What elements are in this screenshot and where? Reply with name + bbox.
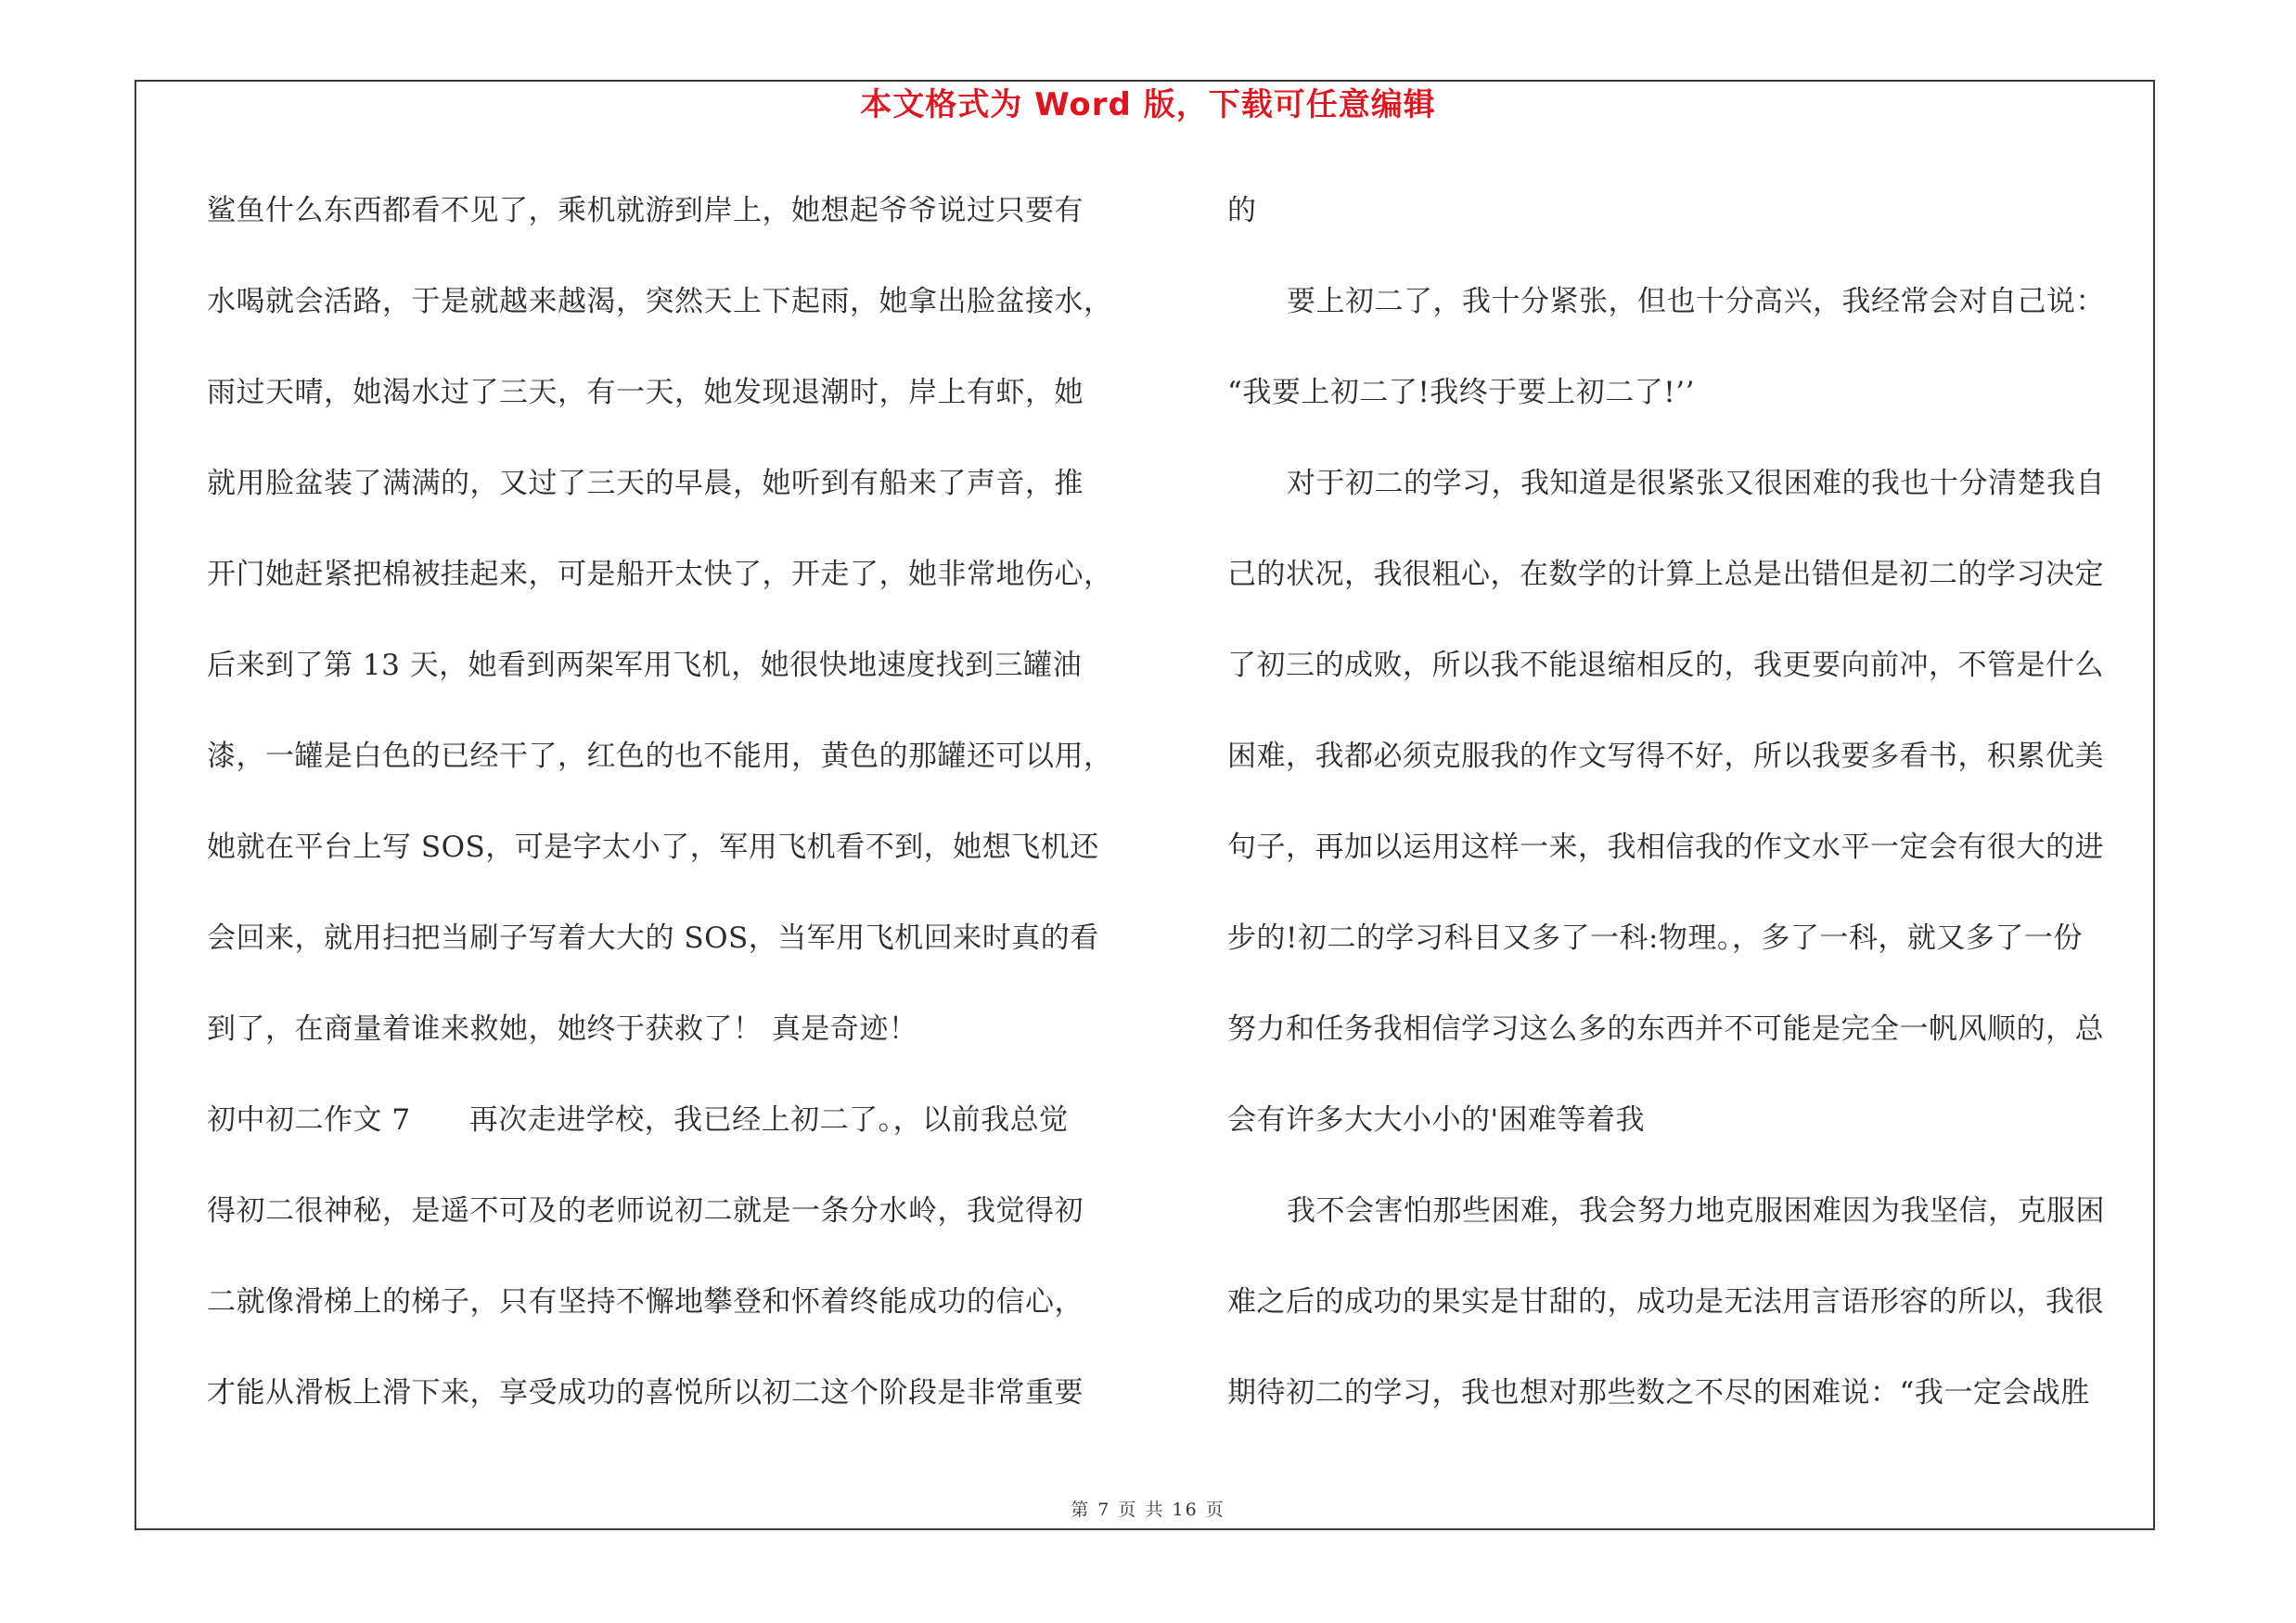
- text-line: 后来到了第 13 天，她看到两架军用飞机，她很快地速度找到三罐油: [207, 649, 1083, 682]
- text-line: 己的状况，我很粗心，在数学的计算上总是出错但是初二的学习决定: [1227, 558, 2104, 591]
- text-line: 水喝就会活路，于是就越来越渴，突然天上下起雨，她拿出脸盆接水，: [207, 285, 1113, 318]
- text-line: 期待初二的学习，我也想对那些数之不尽的困难说：“我一定会战胜: [1227, 1376, 2090, 1410]
- text-line: 得初二很神秘，是遥不可及的老师说初二就是一条分水岭，我觉得初: [207, 1194, 1084, 1228]
- text-line: 雨过天晴，她渴水过了三天，有一天，她发现退潮时，岸上有虾，她: [207, 376, 1084, 409]
- text-line: 难之后的成功的果实是甘甜的，成功是无法用言语形容的所以，我很: [1227, 1285, 2104, 1319]
- paragraph-start-line: 我不会害怕那些困难，我会努力地克服困难因为我坚信，克服困: [1287, 1194, 2105, 1228]
- text-line: 句子，再加以运用这样一来，我相信我的作文水平一定会有很大的进: [1227, 831, 2104, 864]
- header-banner: 本文格式为 Word 版，下载可任意编辑: [860, 86, 1436, 123]
- text-line: 努力和任务我相信学习这么多的东西并不可能是完全一帆风顺的，总: [1227, 1012, 2104, 1046]
- right-column: [1227, 184, 2155, 1457]
- text-line: 步的!初二的学习科目又多了一科:物理。，多了一科，就又多了一份: [1227, 921, 2083, 955]
- text-line: 鲨鱼什么东西都看不见了，乘机就游到岸上，她想起爷爷说过只要有: [207, 194, 1084, 227]
- text-line: 才能从滑板上滑下来，享受成功的喜悦所以初二这个阶段是非常重要: [207, 1376, 1084, 1410]
- text-line: 了初三的成败，所以我不能退缩相反的，我更要向前冲，不管是什么: [1227, 649, 2104, 682]
- text-line: 就用脸盆装了满满的，又过了三天的早晨，她听到有船来了声音，推: [207, 467, 1084, 500]
- left-column: [207, 184, 1135, 1457]
- paragraph-start-line: 要上初二了，我十分紧张，但也十分高兴，我经常会对自己说：: [1287, 285, 2105, 318]
- paragraph-start-line: 对于初二的学习，我知道是很紧张又很困难的我也十分清楚我自: [1287, 467, 2105, 500]
- text-line: 困难，我都必须克服我的作文写得不好，所以我要多看书，积累优美: [1227, 740, 2104, 773]
- page-number: 第 7 页 共 16 页: [1071, 1500, 1225, 1520]
- text-line: 会有许多大大小小的'困难等着我: [1227, 1103, 1646, 1137]
- text-line: 开门她赶紧把棉被挂起来，可是船开太快了，开走了，她非常地伤心，: [207, 558, 1113, 591]
- text-line: 的: [1227, 194, 1257, 227]
- text-line: 初中初二作文 7 再次走进学校，我已经上初二了。，以前我总觉: [207, 1103, 1069, 1137]
- text-line: “我要上初二了!我终于要上初二了!’’: [1227, 376, 1695, 409]
- text-line: 到了，在商量着谁来救她，她终于获救了！ 真是奇迹！: [207, 1012, 918, 1046]
- text-line: 二就像滑梯上的梯子，只有坚持不懈地攀登和怀着终能成功的信心，: [207, 1285, 1084, 1319]
- text-line: 会回来，就用扫把当刷子写着大大的 SOS，当军用飞机回来时真的看: [207, 921, 1099, 955]
- text-line: 漆，一罐是白色的已经干了，红色的也不能用，黄色的那罐还可以用，: [207, 740, 1113, 773]
- text-line: 她就在平台上写 SOS，可是字太小了，军用飞机看不到，她想飞机还: [207, 831, 1099, 864]
